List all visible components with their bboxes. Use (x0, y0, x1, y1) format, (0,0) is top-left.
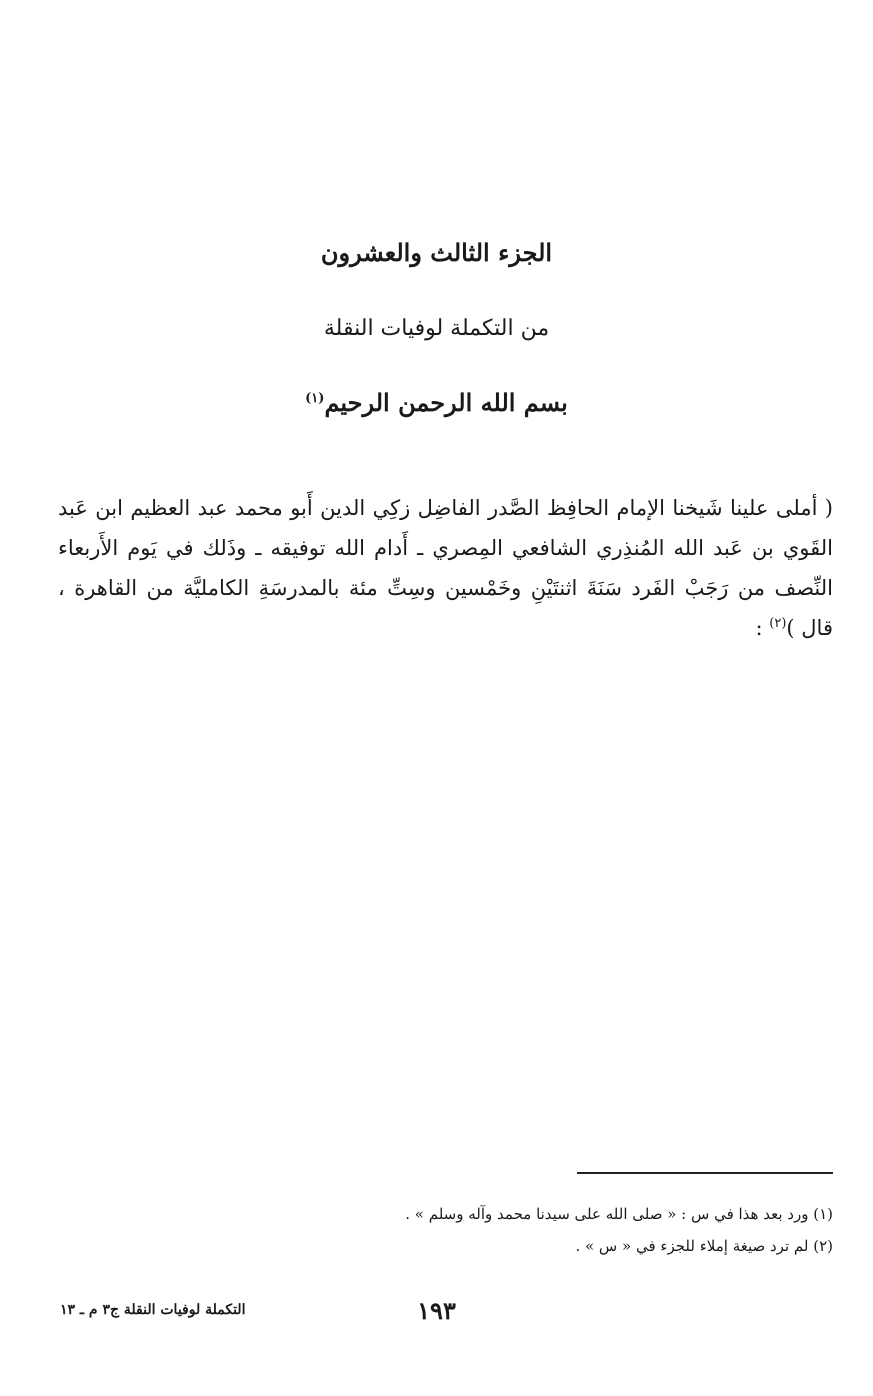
footnote-ref-1: (١) (305, 391, 325, 406)
footnote-ref-2: (٢) (769, 616, 787, 631)
paragraph-text: ( أملى علينا شَيخنا الإمام الحافِظ الصَّدر الفاضِل زكِي الدين أَبو محمد عبد العظيم ابن عَبد القَوي بن عَبد الله المُنذِري الشافعي المِصري ـ أَدام الله توفيقه ـ وذَلك في يَوم الأَربعاء النِّصف من رَجَبْ الفَرد سَنَةَ اثنتَيْنِ وخَمْسين وسِتِّ مئة بالمدرسَةِ الكامليَّة من القاهرة ، قال ) (58, 496, 833, 640)
part-title: الجزء الثالث والعشرون (320, 238, 553, 267)
main-paragraph (58, 488, 833, 648)
footnote-divider (577, 1172, 833, 1174)
book-title: من التكملة لوفيات النقلة (323, 316, 550, 341)
footnote-2: (٢) لم ترد صيغة إملاء للجزء في « س » . (575, 1237, 833, 1255)
footnote-1: (١) ورد بعد هذا في س : « صلى الله على سيدنا محمد وآله وسلم » . (405, 1205, 833, 1223)
basmala-line (0, 388, 873, 417)
page-footer (0, 1296, 873, 1326)
paragraph-end: : (755, 616, 770, 640)
running-footer-title: التكملة لوفيات النقلة ج٣ م ـ ١٣ (60, 1302, 246, 1318)
basmala-text: بسم الله الرحمن الرحيم (324, 388, 568, 417)
footnotes (133, 1198, 833, 1262)
page-number: ١٩٣ (417, 1296, 456, 1325)
